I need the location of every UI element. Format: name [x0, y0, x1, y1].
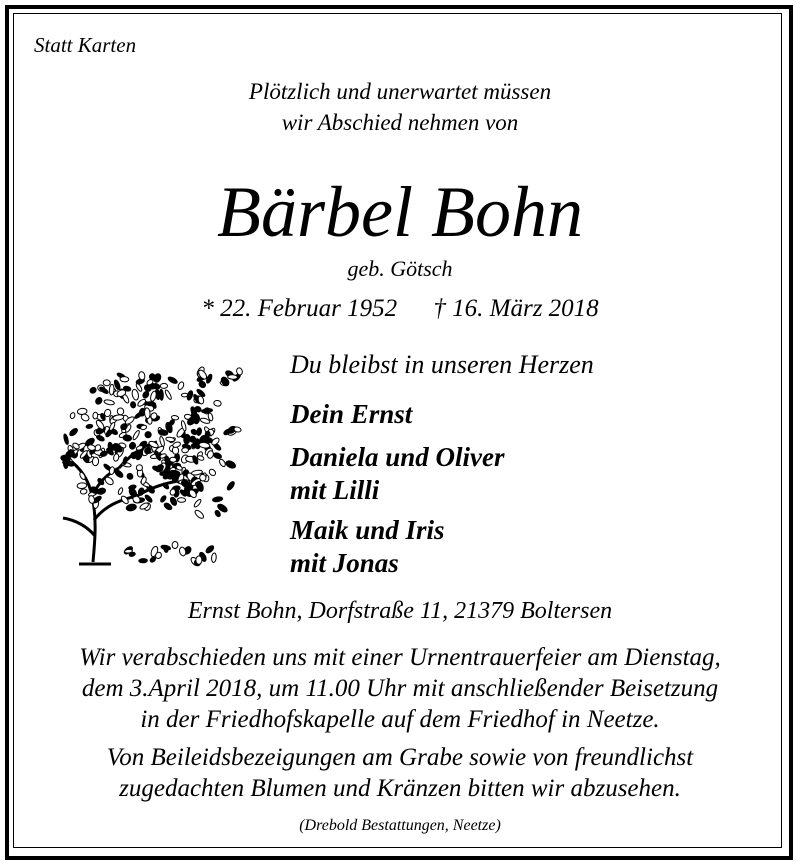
family-entry-3 — [290, 514, 445, 580]
request-line-2: zugedachten Blumen und Kränzen bitten wir abzusehen. — [119, 775, 681, 802]
ceremony-text — [0, 642, 800, 735]
undertaker-note: (Drebold Bestattungen, Neetze) — [299, 817, 501, 834]
birth-date: * 22. Februar 1952 — [201, 295, 398, 322]
deceased-name: Bärbel Bohn — [217, 172, 583, 252]
intro-line-1: Plötzlich und unerwartet müssen — [248, 79, 552, 104]
family-entry-3-line-1: Maik und Iris — [290, 515, 445, 545]
motto: Du bleibst in unseren Herzen — [290, 350, 594, 379]
ceremony-line-3: in der Friedhofskapelle auf dem Friedhof in Neetze. — [140, 706, 660, 733]
family-entry-2-line-2: mit Lilli — [290, 475, 380, 505]
ceremony-line-1: Wir verabschieden uns mit einer Urnentrauerfeier am Dienstag, — [79, 644, 721, 671]
tree-icon — [45, 350, 245, 570]
family-entry-1 — [290, 398, 412, 431]
family-entry-2-line-1: Daniela und Oliver — [290, 442, 505, 472]
request-text — [0, 742, 800, 804]
family-entry-1-line-1: Dein Ernst — [290, 399, 413, 429]
death-date: † 16. März 2018 — [433, 295, 599, 322]
family-address: Ernst Bohn, Dorfstraße 11, 21379 Boltersen — [187, 598, 613, 624]
maiden-name: geb. Götsch — [347, 256, 453, 281]
family-entry-2 — [290, 441, 505, 507]
request-line-1: Von Beileidsbezeigungen am Grabe sowie von freundlichst — [106, 744, 694, 771]
statt-karten-note: Statt Karten — [34, 33, 137, 57]
family-entry-3-line-2: mit Jonas — [290, 548, 399, 578]
intro-line-2: wir Abschied nehmen von — [281, 110, 519, 135]
life-dates — [0, 295, 800, 323]
intro-text — [0, 76, 800, 138]
ceremony-line-2: dem 3.April 2018, um 11.00 Uhr mit anschließender Beisetzung — [81, 675, 719, 702]
